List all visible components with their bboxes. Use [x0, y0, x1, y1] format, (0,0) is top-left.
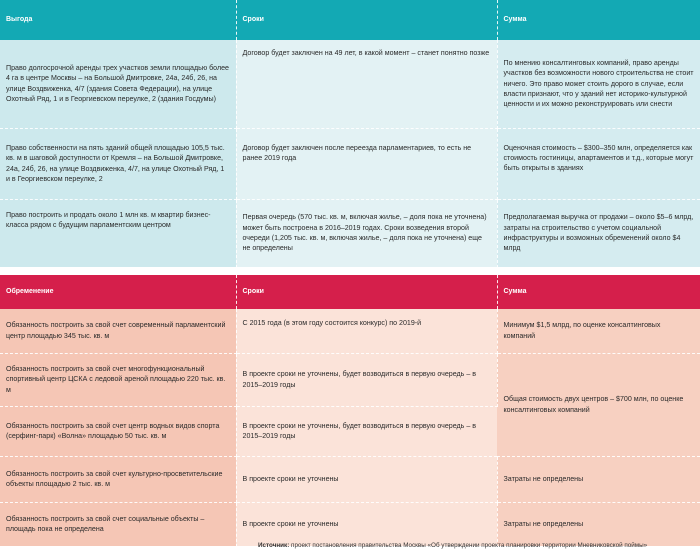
burden-cell: Обязанность построить за свой счет центр водных видов спорта (серфинг-парк) «Волна» площадью 50 тыс. кв. м: [0, 406, 236, 456]
benefits-table: [0, 0, 700, 268]
table-row: [0, 199, 700, 267]
amount-cell: Общая стоимость двух центров – $700 млн, по оценке консалтинговых компаний: [497, 353, 700, 456]
burden-cell: Обязанность построить за свой счет современный парламентский центр площадью 345 тыс. кв. м: [0, 309, 236, 353]
source-label: Источник:: [258, 542, 290, 549]
benefit-cell: Право долгосрочной аренды трех участков земли площадью более 4 га в центре Москвы – на Большой Дмитровке, 24а, 24б, 26, на улице Воздвиженка, 4/7 (здания Совета Федерации), на улице Охотный Ряд, 1 и в Георгиевском переулке, 2 (здания Госдумы): [0, 40, 236, 128]
source-text: проект постановления правительства Москвы «Об утверждении проекта планировки территории Мневниковской поймы»: [291, 542, 648, 549]
benefits-header-row: [0, 0, 700, 40]
burden-cell: Обязанность построить за свой счет социальные объекты – площадь пока не определена: [0, 502, 236, 546]
terms-cell: Договор будет заключен после переезда парламентариев, то есть не ранее 2019 года: [236, 128, 497, 199]
terms-cell: В проекте сроки не уточнены, будет возводиться в первую очередь – в 2015–2019 годы: [236, 353, 497, 406]
terms-cell: С 2015 года (в этом году состоится конкурс) по 2019-й: [236, 309, 497, 353]
header-amount: Сумма: [497, 0, 700, 40]
burden-cell: Обязанность построить за свой счет многофункциональный спортивный центр ЦСКА с ледовой ареной площадью 220 тыс. кв. м: [0, 353, 236, 406]
table-row: [0, 456, 700, 502]
header-terms: Сроки: [236, 275, 497, 309]
burden-cell: Обязанность построить за свой счет культурно-просветительские объекты площадью 2 тыс. кв. м: [0, 456, 236, 502]
table-row: [0, 502, 700, 546]
amount-cell: Затраты не определены: [497, 456, 700, 502]
terms-cell: Первая очередь (570 тыс. кв. м, включая жилье, – доля пока не уточнена) может быть построена в 2016–2019 годах. Сроки возведения второй очереди (1,205 тыс. кв. м, включая жилье, – доля пока не уточнена) еще не определены: [236, 199, 497, 267]
terms-cell: В проекте сроки не уточнены: [236, 502, 497, 546]
table-row: [0, 40, 700, 128]
amount-cell: По мнению консалтинговых компаний, право аренды участков без возможности нового строительства не стоит ничего. Это право может стоить дорого в случае, если власти признают, что у зданий нет историко-культурной ценности и их можно реконструировать или снести: [497, 40, 700, 128]
amount-cell: Предполагаемая выручка от продажи – около $5–6 млрд, затраты на строительство с учетом социальной инфраструктуры и возможных обременений около $4 млрд: [497, 199, 700, 267]
terms-cell: В проекте сроки не уточнены: [236, 456, 497, 502]
header-benefit: Выгода: [0, 0, 236, 40]
section-gap: [0, 267, 700, 275]
terms-cell: В проекте сроки не уточнены, будет возводиться в первую очередь – в 2015–2019 годы: [236, 406, 497, 456]
terms-cell: Договор будет заключен на 49 лет, в какой момент – станет понятно позже: [236, 40, 497, 128]
header-amount: Сумма: [497, 275, 700, 309]
amount-cell: Оценочная стоимость – $300–350 млн, определяется как стоимость гостиницы, апартаментов и т.д., которые могут быть открыты в зданиях: [497, 128, 700, 199]
table-row: [0, 309, 700, 353]
amount-cell: Затраты не определены: [497, 502, 700, 546]
benefit-cell: Право собственности на пять зданий общей площадью 105,5 тыс. кв. м в шаговой доступности от Кремля – на Большой Дмитровке, 24а, 24б, 26, на улице Воздвиженка, 4/7, на улице Охотный Ряд, 1 и в Георгиевском переулке, 2: [0, 128, 236, 199]
table-row: [0, 128, 700, 199]
amount-cell: Минимум $1,5 млрд, по оценке консалтинговых компаний: [497, 309, 700, 353]
header-terms: Сроки: [236, 0, 497, 40]
burdens-header-row: [0, 275, 700, 309]
burdens-table: [0, 275, 700, 547]
header-burden: Обременение: [0, 275, 236, 309]
table-row: [0, 353, 700, 406]
benefit-cell: Право построить и продать около 1 млн кв. м квартир бизнес-класса рядом с будущим парламентским центром: [0, 199, 236, 267]
source-note: [258, 542, 647, 549]
